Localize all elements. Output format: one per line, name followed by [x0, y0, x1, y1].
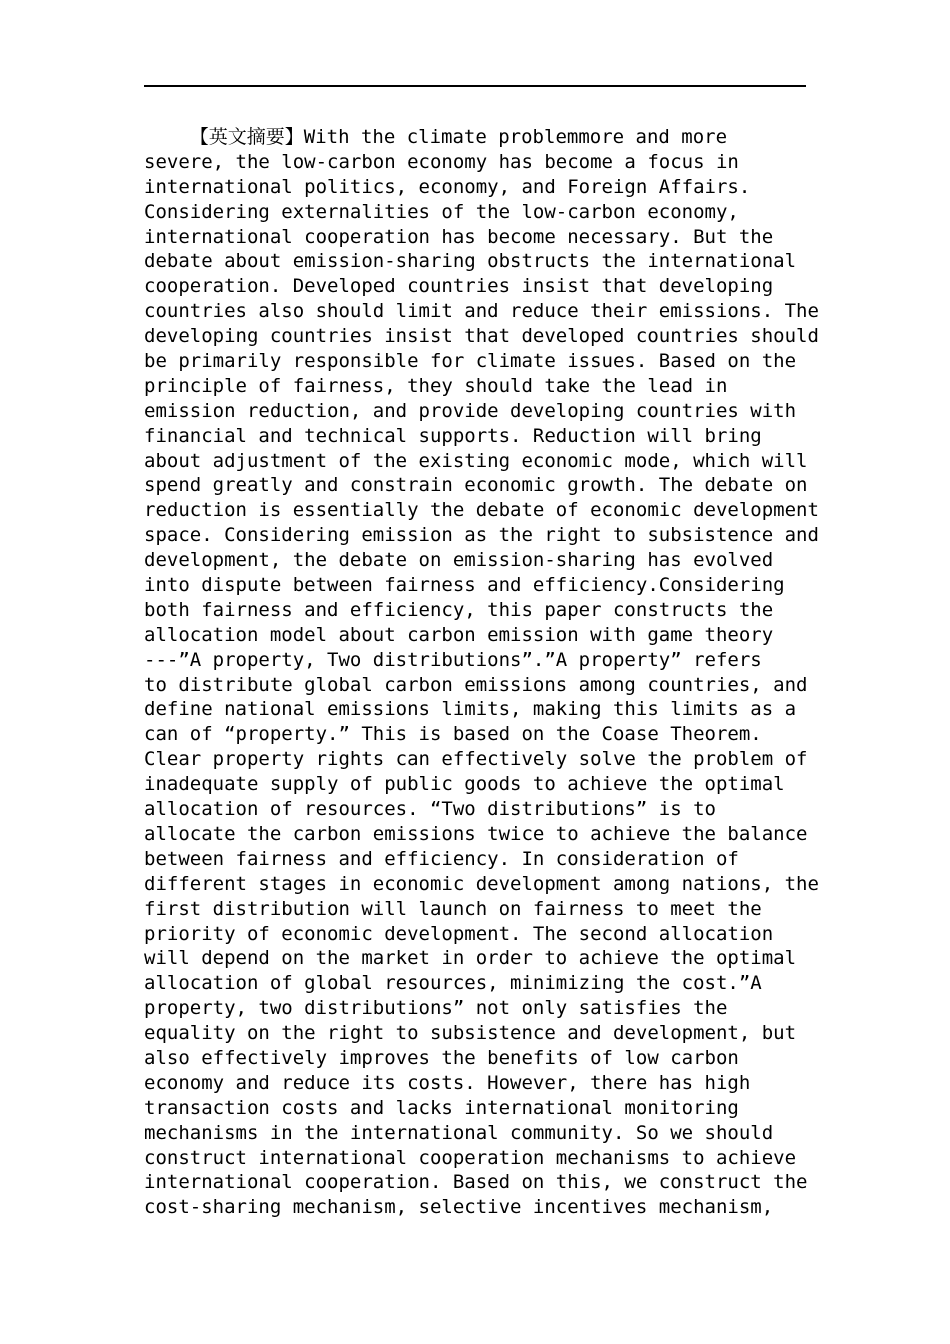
abstract-line: both fairness and efficiency, this paper constructs the [144, 598, 774, 621]
abstract-line: emission reduction, and provide developing countries with [144, 399, 797, 422]
abstract-line: transaction costs and lacks international monitoring [144, 1096, 739, 1119]
abstract-line: first distribution will launch on fairness to meet the [144, 897, 762, 920]
abstract-line: equality on the right to subsistence and development, but [144, 1022, 797, 1045]
abstract-line: countries also should limit and reduce their emissions. The [144, 300, 819, 323]
abstract-line: property, two distributions” not only satisfies the [144, 997, 728, 1020]
abstract-line: international politics, economy, and Foreign Affairs. [144, 175, 751, 198]
abstract-line: 【英文摘要】With the climate problemmore and more [189, 126, 728, 148]
abstract-line: economy and reduce its costs. However, there has high [144, 1071, 751, 1094]
abstract-line: debate about emission-sharing obstructs the international [144, 250, 797, 273]
abstract-line: reduction is essentially the debate of economic development [144, 499, 819, 522]
abstract-line: allocate the carbon emissions twice to achieve the balance [144, 822, 808, 845]
abstract-line: different stages in economic development among nations, the [144, 872, 819, 895]
header-rule [144, 85, 806, 87]
abstract-line: about adjustment of the existing economic mode, which will [144, 449, 808, 472]
abstract-line: construct international cooperation mechanisms to achieve [144, 1146, 797, 1169]
abstract-line: between fairness and efficiency. In consideration of [144, 847, 739, 870]
abstract-line: priority of economic development. The second allocation [144, 922, 774, 945]
abstract-line: will depend on the market in order to achieve the optimal [144, 947, 797, 970]
abstract-line: principle of fairness, they should take the lead in [144, 374, 728, 397]
abstract-line: inadequate supply of public goods to achieve the optimal [144, 773, 785, 796]
abstract-line: define national emissions limits, making this limits as a [144, 698, 797, 721]
abstract-line: be primarily responsible for climate issues. Based on the [144, 350, 797, 373]
abstract-line: cooperation. Developed countries insist that developing [144, 275, 774, 298]
abstract-line: can of “property.” This is based on the Coase Theorem. [144, 723, 762, 746]
abstract-line: Considering externalities of the low-carbon economy, [144, 200, 739, 223]
abstract-line: development, the debate on emission-sharing has evolved [144, 549, 774, 572]
abstract-line: international cooperation has become necessary. But the [144, 225, 774, 248]
abstract-line: allocation of resources. “Two distributions” is to [144, 798, 716, 821]
abstract-line: severe, the low-carbon economy has become a focus in [144, 150, 739, 173]
abstract-line: financial and technical supports. Reduction will bring [144, 424, 762, 447]
abstract-line: allocation model about carbon emission with game theory [144, 623, 774, 646]
abstract-line: cost-sharing mechanism, selective incentives mechanism, [144, 1196, 774, 1219]
abstract-line: Clear property rights can effectively solve the problem of [144, 748, 808, 771]
abstract-line: space. Considering emission as the right to subsistence and [144, 524, 819, 547]
abstract-line: allocation of global resources, minimizing the cost.”A [144, 972, 762, 995]
english-abstract [144, 125, 819, 1220]
abstract-line: also effectively improves the benefits of low carbon [144, 1046, 739, 1069]
abstract-line: mechanisms in the international community. So we should [144, 1121, 774, 1144]
abstract-line: spend greatly and constrain economic growth. The debate on [144, 474, 808, 497]
abstract-line: to distribute global carbon emissions among countries, and [144, 673, 808, 696]
abstract-line: international cooperation. Based on this, we construct the [144, 1171, 808, 1194]
abstract-line: developing countries insist that developed countries should [144, 325, 819, 348]
abstract-line: into dispute between fairness and efficiency.Considering [144, 574, 785, 597]
abstract-line: ---”A property, Two distributions”.”A property” refers [144, 648, 762, 671]
abstract-label: 【英文摘要】 [189, 126, 304, 148]
